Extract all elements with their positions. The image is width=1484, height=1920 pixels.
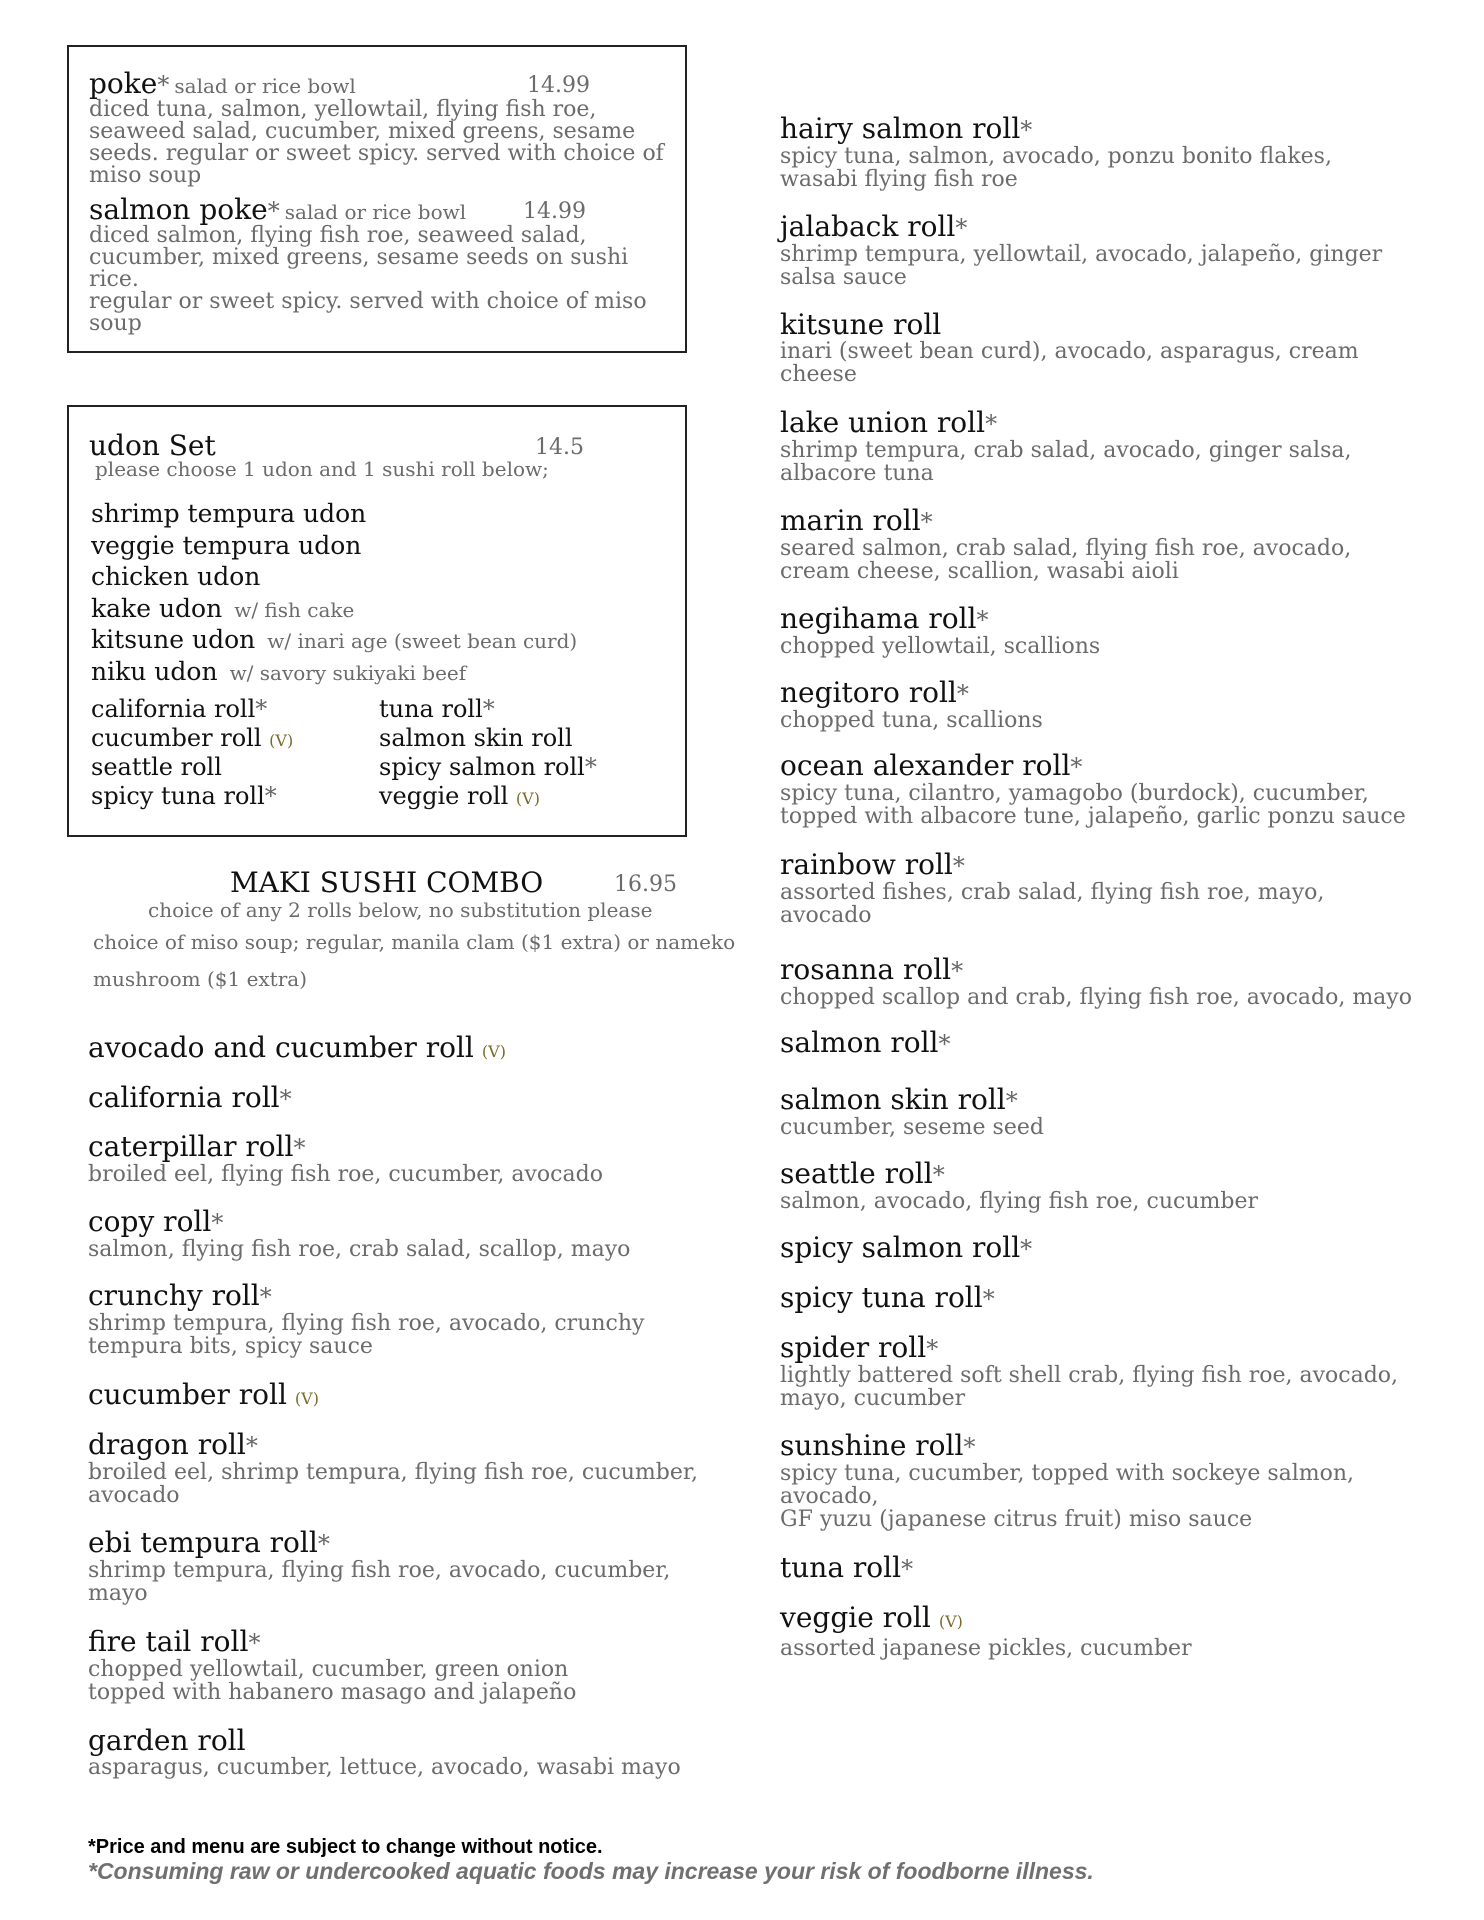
menu-item-title xyxy=(780,114,1332,145)
raw-notice-star: * xyxy=(955,214,968,242)
menu-item-title xyxy=(780,751,1406,782)
salmon-poke-desc-line: cucumber, mixed greens, sesame seeds on sushi rice. xyxy=(89,245,629,292)
poke-subtitle: salad or rice bowl xyxy=(174,74,356,98)
udon-roll-name: california roll xyxy=(91,695,256,723)
menu-item-name: rainbow roll xyxy=(780,848,953,881)
udon-roll-option xyxy=(379,695,495,723)
menu-item xyxy=(88,1528,670,1605)
menu-item-description: avocado xyxy=(780,903,872,928)
menu-item-description: wasabi flying fish roe xyxy=(780,167,1018,192)
menu-item-description: lightly battered soft shell crab, flying fish roe, avocado, xyxy=(780,1363,1399,1388)
udon-set-box xyxy=(67,405,687,837)
udon-option-name: chicken udon xyxy=(91,562,261,591)
menu-item-description: assorted fishes, crab salad, flying fish roe, mayo, xyxy=(780,880,1325,905)
salmon-poke-desc xyxy=(89,225,685,335)
udon-set-title: udon Set xyxy=(89,429,216,462)
menu-item-description: seared salmon, crab salad, flying fish roe, avocado, xyxy=(780,536,1352,561)
udon-roll-option xyxy=(379,724,573,752)
udon-option-note: w/ savory sukiyaki beef xyxy=(229,661,467,685)
udon-option xyxy=(91,625,577,654)
menu-item-title xyxy=(88,1528,670,1559)
menu-item xyxy=(88,1132,603,1186)
raw-notice-star: * xyxy=(938,1030,951,1058)
menu-item-title xyxy=(780,1028,951,1059)
udon-option xyxy=(91,562,260,591)
udon-roll-option xyxy=(91,782,277,810)
vegetarian-mark: (V) xyxy=(938,1612,963,1631)
menu-item-description: albacore tuna xyxy=(780,461,934,486)
raw-notice-star: * xyxy=(901,1555,914,1583)
menu-item-description: salmon, avocado, flying fish roe, cucumber xyxy=(780,1189,1258,1214)
menu-item xyxy=(88,1726,681,1779)
poke-name: poke xyxy=(89,67,158,100)
menu-item xyxy=(88,1430,698,1507)
salmon-poke-price: 14.99 xyxy=(523,199,586,224)
combo-title: MAKI SUSHI COMBO xyxy=(230,866,544,899)
menu-item-name: spider roll xyxy=(780,1331,927,1364)
combo-rule: choice of any 2 rolls below, no substitution please xyxy=(148,898,653,922)
raw-notice-star: * xyxy=(1070,753,1083,781)
menu-item-description: avocado xyxy=(88,1483,180,1508)
menu-item-title xyxy=(88,1380,319,1414)
menu-item-name: spicy salmon roll xyxy=(780,1231,1021,1264)
menu-item-name: salmon roll xyxy=(780,1026,939,1059)
menu-item xyxy=(780,1603,1192,1660)
poke-desc xyxy=(89,99,664,187)
menu-item-title xyxy=(88,1132,603,1163)
udon-roll-name: veggie roll xyxy=(379,782,509,810)
udon-option-name: shrimp tempura udon xyxy=(91,499,367,528)
menu-item-title xyxy=(780,1431,1354,1462)
raw-notice-star: * xyxy=(932,1161,945,1189)
raw-notice-star: * xyxy=(245,1432,258,1460)
menu-item-name: rosanna roll xyxy=(780,953,952,986)
menu-item-name: negitoro roll xyxy=(780,676,957,709)
poke-star: * xyxy=(157,71,170,99)
menu-item-name: seattle roll xyxy=(780,1157,933,1190)
menu-item-description: cream cheese, scallion, wasabi aioli xyxy=(780,559,1179,584)
udon-roll-name: tuna roll xyxy=(379,695,483,723)
menu-item-description: tempura bits, spicy sauce xyxy=(88,1334,373,1359)
menu-item-name: copy roll xyxy=(88,1205,212,1238)
menu-item-description: cucumber, seseme seed xyxy=(780,1115,1044,1140)
menu-item-description: spicy tuna, salmon, avocado, ponzu bonito flakes, xyxy=(780,144,1332,169)
poke-desc-line: diced tuna, salmon, yellowtail, flying fish roe, xyxy=(89,97,597,122)
menu-item-title xyxy=(780,850,1324,881)
udon-roll-option xyxy=(91,724,293,752)
salmon-poke-subtitle: salad or rice bowl xyxy=(284,200,467,224)
menu-item xyxy=(780,1233,1032,1264)
menu-item-name: spicy tuna roll xyxy=(780,1281,983,1314)
raw-notice-star: * xyxy=(951,957,964,985)
menu-item xyxy=(88,1627,576,1704)
menu-item xyxy=(780,310,1359,386)
menu-item-description: shrimp tempura, flying fish roe, avocado, cucumber, xyxy=(88,1558,671,1583)
menu-item-description: chopped yellowtail, scallions xyxy=(780,634,1101,659)
menu-item-description: broiled eel, flying fish roe, cucumber, avocado xyxy=(88,1162,603,1187)
raw-notice-star: * xyxy=(985,410,998,438)
menu-item-title xyxy=(780,1333,1398,1364)
udon-option xyxy=(91,531,361,560)
menu-item xyxy=(780,1159,1258,1213)
poke-price: 14.99 xyxy=(527,73,590,98)
menu-item xyxy=(88,1083,292,1114)
menu-item-title xyxy=(780,955,1412,986)
udon-roll-mark: (V) xyxy=(269,731,294,750)
menu-item-title xyxy=(780,506,1351,537)
raw-notice-star: * xyxy=(279,1085,292,1113)
udon-roll-mark: * xyxy=(255,695,268,723)
raw-notice-star: * xyxy=(926,1335,939,1363)
menu-item-title xyxy=(88,1083,292,1114)
raw-notice-star: * xyxy=(982,1285,995,1313)
menu-item-name: cucumber roll xyxy=(88,1378,287,1411)
menu-item-description: asparagus, cucumber, lettuce, avocado, wasabi mayo xyxy=(88,1755,681,1780)
menu-item-title xyxy=(780,408,1351,439)
salmon-poke-desc-line: soup xyxy=(89,311,142,336)
udon-roll-option xyxy=(91,753,222,781)
menu-item-name: california roll xyxy=(88,1081,280,1114)
menu-item xyxy=(780,850,1324,927)
menu-item-description: shrimp tempura, yellowtail, avocado, jalapeño, ginger xyxy=(780,242,1383,267)
menu-item-title xyxy=(780,678,1043,709)
food-safety-warning: *Consuming raw or undercooked aquatic foods may increase your risk of foodborne illness. xyxy=(88,1858,1094,1884)
menu-item-title xyxy=(780,1159,1258,1190)
menu-item-description: topped with habanero masago and jalapeño xyxy=(88,1680,577,1705)
menu-item-description: shrimp tempura, crab salad, avocado, ginger salsa, xyxy=(780,438,1352,463)
raw-notice-star: * xyxy=(1020,1235,1033,1263)
menu-item-title xyxy=(780,212,1382,243)
menu-item-title xyxy=(88,1033,506,1067)
combo-soup-choice: choice of miso soup; regular, manila clam ($1 extra) or nameko xyxy=(93,930,736,954)
menu-item-description: GF yuzu (japanese citrus fruit) miso sauce xyxy=(780,1507,1253,1532)
menu-item-name: crunchy roll xyxy=(88,1279,260,1312)
udon-roll-mark: * xyxy=(264,782,277,810)
menu-item xyxy=(780,604,1100,658)
udon-option-name: kitsune udon xyxy=(91,625,256,654)
menu-item-description: mayo, cucumber xyxy=(780,1386,966,1411)
menu-item-description: mayo xyxy=(88,1581,148,1606)
salmon-poke-name: salmon poke xyxy=(89,193,268,226)
udon-option-name: kake udon xyxy=(91,594,223,623)
menu-item-name: jalaback roll xyxy=(780,210,956,243)
menu-item-title xyxy=(780,1553,913,1584)
combo-soup-choice-cont: mushroom ($1 extra) xyxy=(93,967,308,991)
menu-item-name: kitsune roll xyxy=(780,308,942,341)
menu-item xyxy=(88,1207,630,1261)
salmon-poke-star: * xyxy=(267,197,280,225)
menu-item-description: shrimp tempura, flying fish roe, avocado, crunchy xyxy=(88,1311,645,1336)
poke-box xyxy=(67,45,687,353)
udon-roll-name: spicy salmon roll xyxy=(379,753,585,781)
raw-notice-star: * xyxy=(976,606,989,634)
menu-item xyxy=(780,751,1406,828)
menu-item xyxy=(780,212,1382,289)
poke-desc-line: miso soup xyxy=(89,163,202,188)
menu-item-name: marin roll xyxy=(780,504,921,537)
udon-set-price: 14.5 xyxy=(535,435,584,460)
raw-notice-star: * xyxy=(952,852,965,880)
menu-item-name: negihama roll xyxy=(780,602,977,635)
menu-item-description: avocado, xyxy=(780,1484,879,1509)
menu-item-title xyxy=(780,1603,1192,1637)
raw-notice-star: * xyxy=(293,1134,306,1162)
menu-item-name: dragon roll xyxy=(88,1428,246,1461)
menu-item-description: spicy tuna, cucumber, topped with sockeye salmon, xyxy=(780,1461,1355,1486)
menu-item-description: chopped scallop and crab, flying fish roe, avocado, mayo xyxy=(780,985,1412,1010)
menu-item-name: lake union roll xyxy=(780,406,986,439)
menu-item-title xyxy=(88,1726,681,1756)
poke-desc-line: seeds. regular or sweet spicy. served with choice of xyxy=(89,141,664,166)
vegetarian-mark: (V) xyxy=(481,1042,506,1061)
salmon-poke-desc-line: regular or sweet spicy. served with choice of miso xyxy=(89,289,647,314)
udon-option-note: w/ fish cake xyxy=(234,598,355,622)
menu-item-description: cheese xyxy=(780,362,857,387)
menu-item xyxy=(780,506,1351,583)
udon-option-name: niku udon xyxy=(91,657,218,686)
menu-item xyxy=(780,1431,1354,1531)
menu-item-name: ocean alexander roll xyxy=(780,749,1071,782)
menu-item-description: salsa sauce xyxy=(780,265,907,290)
menu-item xyxy=(88,1033,506,1067)
udon-roll-option xyxy=(91,695,267,723)
menu-item-name: hairy salmon roll xyxy=(780,112,1021,145)
menu-item-title xyxy=(780,1283,995,1314)
raw-notice-star: * xyxy=(956,680,969,708)
poke-heading xyxy=(89,67,356,100)
menu-item xyxy=(780,1085,1044,1139)
raw-notice-star: * xyxy=(259,1283,272,1311)
menu-item xyxy=(780,955,1412,1009)
menu-item xyxy=(88,1281,644,1358)
udon-option-note: w/ inari age (sweet bean curd) xyxy=(267,629,578,653)
menu-item-description: salmon, flying fish roe, crab salad, scallop, mayo xyxy=(88,1237,631,1262)
menu-item-title xyxy=(780,310,1359,340)
udon-option xyxy=(91,594,354,623)
raw-notice-star: * xyxy=(920,508,933,536)
menu-item-description: inari (sweet bean curd), avocado, asparagus, cream xyxy=(780,339,1359,364)
udon-roll-name: salmon skin roll xyxy=(379,724,573,752)
menu-item-description: topped with albacore tune, jalapeño, garlic ponzu sauce xyxy=(780,804,1406,829)
raw-notice-star: * xyxy=(1020,116,1033,144)
udon-roll-name: spicy tuna roll xyxy=(91,782,265,810)
menu-item xyxy=(780,1333,1398,1410)
menu-item xyxy=(780,114,1332,191)
price-disclaimer: *Price and menu are subject to change without notice. xyxy=(88,1836,603,1858)
udon-roll-option xyxy=(379,753,597,781)
combo-price: 16.95 xyxy=(614,872,677,897)
menu-item xyxy=(88,1380,319,1414)
menu-item-name: tuna roll xyxy=(780,1551,902,1584)
menu-item-description: chopped yellowtail, cucumber, green onion xyxy=(88,1657,569,1682)
udon-roll-option xyxy=(379,782,540,810)
menu-item-name: caterpillar roll xyxy=(88,1130,294,1163)
menu-item-title xyxy=(780,1233,1032,1264)
udon-roll-mark: * xyxy=(584,753,597,781)
menu-item-title xyxy=(88,1281,644,1312)
menu-item xyxy=(780,1283,995,1314)
menu-item-name: sunshine roll xyxy=(780,1429,964,1462)
menu-item xyxy=(780,678,1043,732)
menu-item-description: assorted japanese pickles, cucumber xyxy=(780,1636,1192,1661)
menu-item-description: chopped tuna, scallions xyxy=(780,708,1043,733)
menu-item-name: salmon skin roll xyxy=(780,1083,1006,1116)
salmon-poke-heading xyxy=(89,193,466,226)
menu-item-title xyxy=(780,604,1100,635)
raw-notice-star: * xyxy=(211,1209,224,1237)
menu-item-name: garden roll xyxy=(88,1724,246,1757)
udon-roll-name: seattle roll xyxy=(91,753,222,781)
menu-item-title xyxy=(88,1430,698,1461)
menu-item-name: veggie roll xyxy=(780,1601,931,1634)
menu-item xyxy=(780,1553,913,1584)
udon-option xyxy=(91,499,366,528)
menu-item-name: avocado and cucumber roll xyxy=(88,1031,474,1064)
menu-item xyxy=(780,408,1351,485)
menu-item xyxy=(780,1028,951,1059)
menu-item-title xyxy=(88,1207,630,1238)
udon-roll-name: cucumber roll xyxy=(91,724,262,752)
udon-set-instruction: please choose 1 udon and 1 sushi roll below; xyxy=(95,457,549,481)
raw-notice-star: * xyxy=(1005,1087,1018,1115)
menu-item-title xyxy=(88,1627,576,1658)
menu-item-name: ebi tempura roll xyxy=(88,1526,318,1559)
udon-roll-mark: * xyxy=(482,695,495,723)
menu-item-description: broiled eel, shrimp tempura, flying fish roe, cucumber, xyxy=(88,1460,698,1485)
udon-option-name: veggie tempura udon xyxy=(91,531,362,560)
udon-roll-mark: (V) xyxy=(515,789,540,808)
menu-item-description: spicy tuna, cilantro, yamagobo (burdock), cucumber, xyxy=(780,781,1369,806)
udon-option xyxy=(91,657,466,686)
vegetarian-mark: (V) xyxy=(294,1389,319,1408)
salmon-poke-desc-line: diced salmon, flying fish roe, seaweed salad, xyxy=(89,223,587,248)
poke-desc-line: seaweed salad, cucumber, mixed greens, sesame xyxy=(89,119,636,144)
raw-notice-star: * xyxy=(963,1433,976,1461)
raw-notice-star: * xyxy=(317,1530,330,1558)
menu-item-name: fire tail roll xyxy=(88,1625,249,1658)
raw-notice-star: * xyxy=(248,1629,261,1657)
menu-item-title xyxy=(780,1085,1044,1116)
